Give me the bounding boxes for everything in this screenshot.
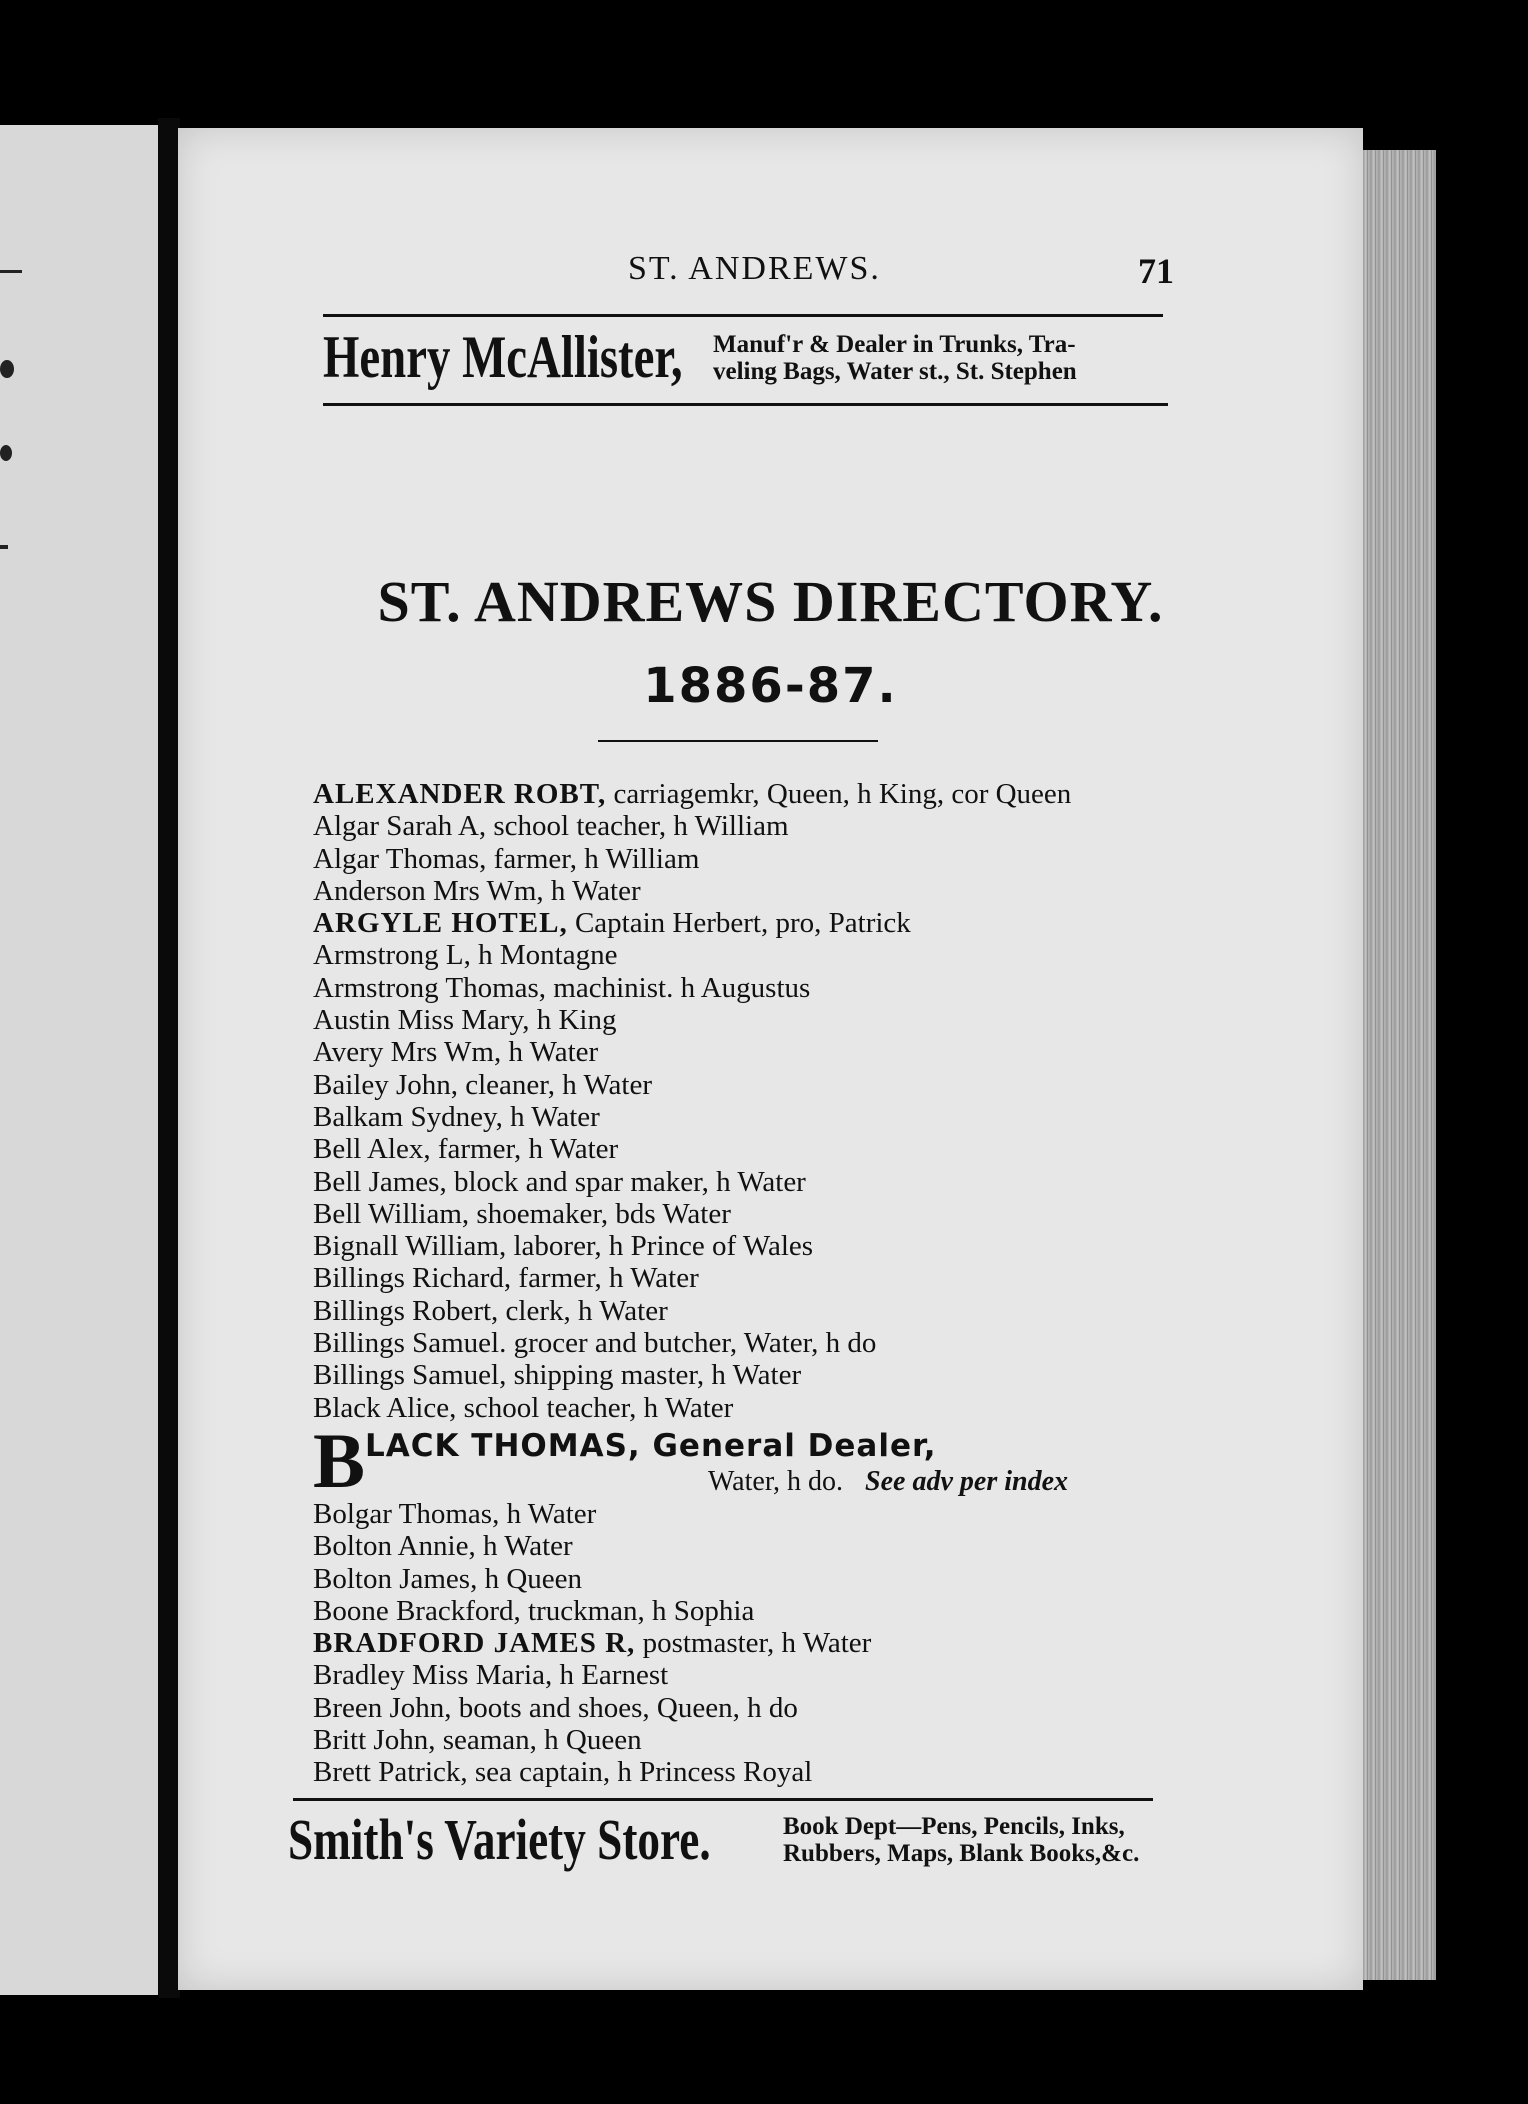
directory-entry [313, 1230, 1353, 1262]
entry-text: Algar Thomas, farmer, h William [313, 842, 700, 875]
directory-entry [313, 1327, 1353, 1359]
ad-line: veling Bags, Water st., St. Stephen [713, 357, 1077, 385]
ad-rule [323, 403, 1168, 406]
directory-year: 1886-87. [643, 658, 898, 714]
entry-text: Bolton James, h Queen [313, 1562, 583, 1595]
bottom-advertisement [288, 1806, 1139, 1873]
page-number: 71 [1138, 251, 1174, 291]
directory-entry [313, 1004, 1353, 1036]
ad-line: Rubbers, Maps, Blank Books,&c. [783, 1839, 1140, 1867]
footer-rule [293, 1798, 1153, 1801]
drop-cap: B [313, 1416, 366, 1504]
directory-entry [313, 1627, 1353, 1659]
entry-text: Austin Miss Mary, h King [313, 1004, 617, 1037]
entry-text: Billings Robert, clerk, h Water [313, 1294, 668, 1327]
featured-address: Water, h do. [708, 1465, 844, 1497]
directory-entry [313, 1595, 1353, 1627]
entry-text: Bignall William, laborer, h Prince of Wales [313, 1230, 814, 1263]
entry-text: Bradley Miss Maria, h Earnest [313, 1659, 669, 1692]
directory-entry [313, 778, 1353, 810]
page-mark [0, 445, 12, 461]
directory-entry [313, 1563, 1353, 1595]
entry-text: Bell Alex, farmer, h Water [313, 1133, 619, 1166]
directory-entry [313, 1101, 1353, 1133]
directory-entry [313, 1359, 1353, 1391]
entry-text: Algar Sarah A, school teacher, h William [313, 810, 789, 843]
directory-entry [313, 1036, 1353, 1068]
advertiser-name: Smith's Variety Store. [288, 1807, 711, 1872]
directory-entry [313, 1692, 1353, 1724]
ad-line: Book Dept—Pens, Pencils, Inks, [783, 1812, 1125, 1840]
directory-entry [313, 1724, 1353, 1756]
entry-text: Billings Samuel. grocer and butcher, Water, h do [313, 1327, 877, 1360]
page-mark [0, 270, 22, 273]
directory-entry [313, 1756, 1353, 1788]
header-rule [323, 314, 1163, 317]
entry-text: Brett Patrick, sea captain, h Princess Royal [313, 1756, 813, 1789]
directory-entry [313, 1498, 1353, 1530]
directory-listing [313, 778, 1353, 1789]
directory-entry [313, 972, 1353, 1004]
directory-entry [313, 1069, 1353, 1101]
book-gutter [158, 118, 180, 1998]
entry-business-name: BRADFORD JAMES R, [313, 1627, 636, 1660]
entry-text: Armstrong Thomas, machinist. h Augustus [313, 971, 811, 1004]
directory-entry [313, 1262, 1353, 1294]
adjacent-page [0, 125, 158, 1995]
entry-text: carriagemkr, Queen, h King, cor Queen [606, 778, 1072, 810]
directory-entry [313, 1295, 1353, 1327]
entry-business-name: ARGYLE HOTEL, [313, 907, 568, 940]
top-advertisement [323, 323, 1077, 392]
title-rule [598, 740, 878, 742]
directory-entry [313, 1198, 1353, 1230]
page-mark [0, 545, 8, 549]
entry-text: Bolgar Thomas, h Water [313, 1497, 597, 1530]
featured-detail [708, 1466, 1068, 1498]
entry-text: Billings Richard, farmer, h Water [313, 1262, 699, 1295]
entry-text: Billings Samuel, shipping master, h Water [313, 1359, 802, 1392]
directory-entry [313, 1530, 1353, 1562]
entry-text: Britt John, seaman, h Queen [313, 1724, 642, 1757]
featured-name: LACK THOMAS, General Dealer, [365, 1427, 937, 1464]
entry-text: postmaster, h Water [635, 1627, 872, 1660]
directory-entry [313, 939, 1353, 971]
featured-entry [313, 1416, 1353, 1504]
entry-text: Black Alice, school teacher, h Water [313, 1391, 734, 1424]
page-mark [0, 360, 14, 378]
entry-text: Avery Mrs Wm, h Water [313, 1036, 599, 1069]
directory-entry [313, 810, 1353, 842]
directory-entry [313, 875, 1353, 907]
entry-text: Balkam Sydney, h Water [313, 1100, 600, 1133]
featured-note: See adv per index [865, 1465, 1068, 1497]
page-title: ST. ANDREWS DIRECTORY. [377, 569, 1164, 634]
advertiser-name: Henry McAllister, [323, 324, 683, 390]
entry-text: Bolton Annie, h Water [313, 1530, 573, 1563]
ad-description [783, 1813, 1139, 1867]
ad-description [713, 331, 1077, 385]
directory-entry [313, 1133, 1353, 1165]
directory-entry [313, 1659, 1353, 1691]
ad-line: Manuf'r & Dealer in Trunks, Tra- [713, 330, 1076, 358]
directory-entry [313, 907, 1353, 939]
entry-text: Anderson Mrs Wm, h Water [313, 874, 641, 907]
entry-text: Bailey John, cleaner, h Water [313, 1068, 653, 1101]
directory-entry [313, 1392, 1353, 1424]
page-edges [1352, 150, 1436, 1980]
entry-text: Bell James, block and spar maker, h Water [313, 1165, 806, 1198]
entry-text: Bell William, shoemaker, bds Water [313, 1197, 731, 1230]
directory-entry [313, 843, 1353, 875]
entry-text: Breen John, boots and shoes, Queen, h do [313, 1691, 798, 1724]
entry-text: Armstrong L, h Montagne [313, 939, 618, 972]
running-head: ST. ANDREWS. [628, 250, 881, 287]
directory-entry [313, 1166, 1353, 1198]
entry-business-name: ALEXANDER ROBT, [313, 778, 607, 810]
entry-text: Boone Brackford, truckman, h Sophia [313, 1594, 755, 1627]
directory-page [178, 128, 1363, 1990]
entry-text: Captain Herbert, pro, Patrick [567, 907, 911, 940]
